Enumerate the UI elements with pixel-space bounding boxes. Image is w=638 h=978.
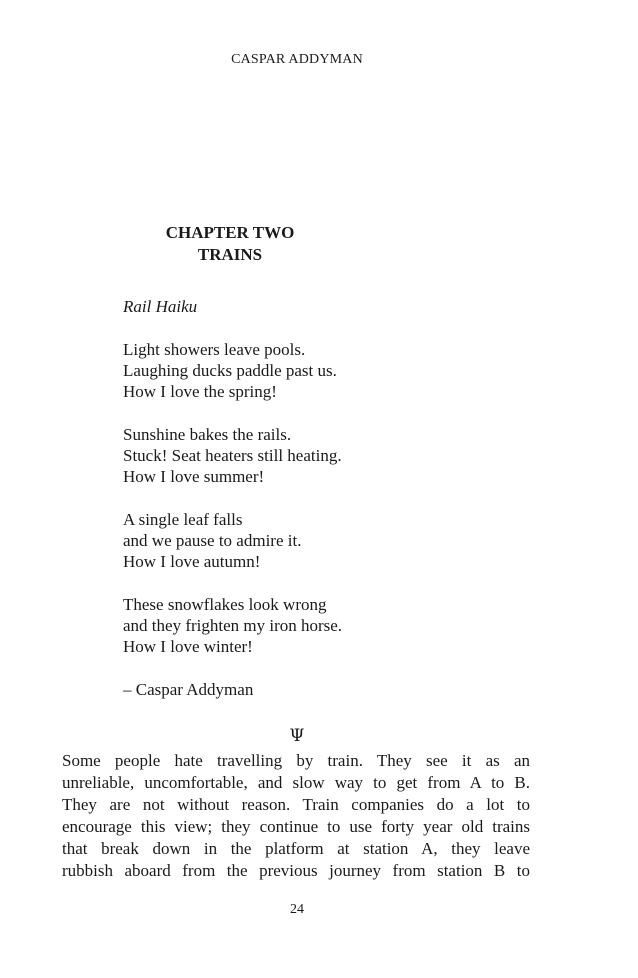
stanza-autumn <box>123 509 342 572</box>
stanza-winter <box>123 594 342 657</box>
paragraph-line: rubbish aboard from the previous journey from station B to <box>62 861 530 880</box>
poem <box>123 296 342 700</box>
poem-line: and they frighten my iron horse. <box>123 616 343 635</box>
poem-attribution: – Caspar Addyman <box>123 680 254 699</box>
paragraph-line: that break down in the platform at station A, they leave <box>62 839 530 858</box>
chapter-title: TRAINS <box>197 245 263 264</box>
poem-line: Laughing ducks paddle past us. <box>123 361 337 380</box>
poem-line: A single leaf falls <box>123 510 243 529</box>
chapter-number: CHAPTER TWO <box>165 223 295 242</box>
section-break-glyph: Ψ <box>289 726 305 746</box>
poem-line: Sunshine bakes the rails. <box>123 425 292 444</box>
poem-line: and we pause to admire it. <box>123 531 302 550</box>
poem-line: Light showers leave pools. <box>123 340 306 359</box>
paragraph-line: unreliable, uncomfortable, and slow way to get from A to B. <box>62 773 530 792</box>
poem-line: These snowflakes look wrong <box>123 595 327 614</box>
chapter-heading <box>130 222 330 266</box>
paragraph-line: They are not without reason. Train companies do a lot to <box>62 795 530 814</box>
stanza-summer <box>123 424 342 487</box>
running-header: CASPAR ADDYMAN <box>231 52 363 67</box>
paragraph-line: encourage this view; they continue to use forty year old trains <box>62 817 530 836</box>
poem-line: How I love autumn! <box>123 552 261 571</box>
page-number: 24 <box>290 902 304 917</box>
poem-line: How I love winter! <box>123 637 253 656</box>
poem-line: How I love the spring! <box>123 382 277 401</box>
stanza-spring <box>123 339 342 402</box>
paragraph-line: Some people hate travelling by train. They see it as an <box>62 751 530 770</box>
poem-title: Rail Haiku <box>123 297 198 316</box>
poem-line: How I love summer! <box>123 467 265 486</box>
poem-line: Stuck! Seat heaters still heating. <box>123 446 342 465</box>
body-paragraph <box>62 750 530 882</box>
